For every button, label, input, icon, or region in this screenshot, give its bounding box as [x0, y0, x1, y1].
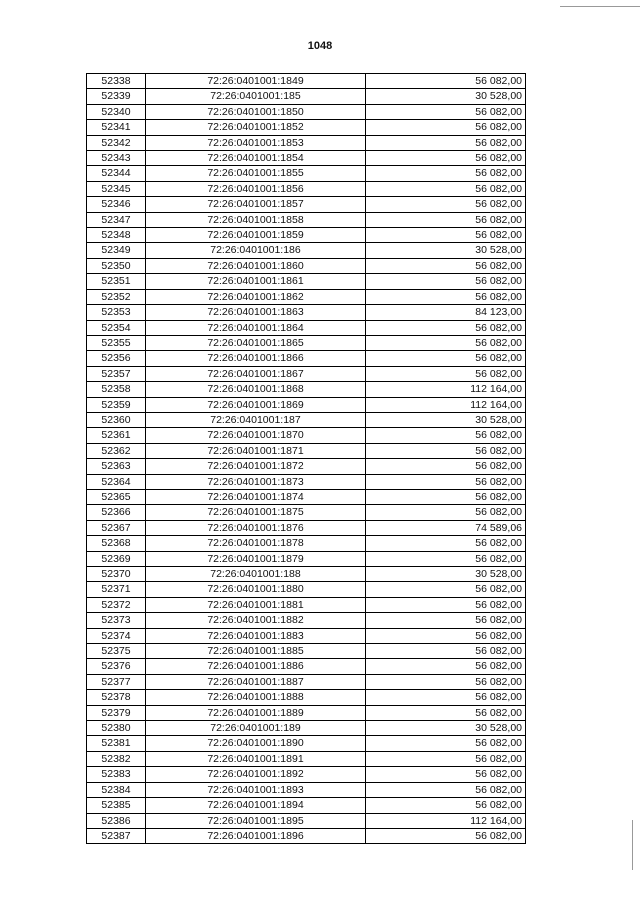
cadastral-number-cell: 72:26:0401001:1850 — [146, 104, 366, 119]
value-cell: 56 082,00 — [366, 289, 526, 304]
value-cell: 56 082,00 — [366, 613, 526, 628]
row-number-cell: 52362 — [87, 443, 146, 458]
table-row — [87, 520, 526, 535]
value-cell: 112 164,00 — [366, 382, 526, 397]
row-number-cell: 52339 — [87, 89, 146, 104]
cadastral-number-cell: 72:26:0401001:1894 — [146, 798, 366, 813]
row-number-cell: 52360 — [87, 412, 146, 427]
value-cell: 56 082,00 — [366, 551, 526, 566]
registry-table-body — [87, 74, 526, 844]
value-cell: 56 082,00 — [366, 104, 526, 119]
cadastral-number-cell: 72:26:0401001:1863 — [146, 305, 366, 320]
row-number-cell: 52384 — [87, 782, 146, 797]
table-row — [87, 320, 526, 335]
table-row — [87, 228, 526, 243]
row-number-cell: 52364 — [87, 474, 146, 489]
table-row — [87, 243, 526, 258]
table-row — [87, 659, 526, 674]
value-cell: 56 082,00 — [366, 597, 526, 612]
cadastral-number-cell: 72:26:0401001:1862 — [146, 289, 366, 304]
value-cell: 56 082,00 — [366, 166, 526, 181]
table-row — [87, 135, 526, 150]
row-number-cell: 52361 — [87, 428, 146, 443]
row-number-cell: 52385 — [87, 798, 146, 813]
cadastral-number-cell: 72:26:0401001:1882 — [146, 613, 366, 628]
table-row — [87, 828, 526, 843]
value-cell: 56 082,00 — [366, 474, 526, 489]
table-row — [87, 751, 526, 766]
row-number-cell: 52359 — [87, 397, 146, 412]
table-row — [87, 690, 526, 705]
cadastral-number-cell: 72:26:0401001:1859 — [146, 228, 366, 243]
row-number-cell: 52368 — [87, 536, 146, 551]
table-row — [87, 798, 526, 813]
cadastral-number-cell: 72:26:0401001:1879 — [146, 551, 366, 566]
table-row — [87, 567, 526, 582]
table-row — [87, 166, 526, 181]
table-row — [87, 428, 526, 443]
value-cell: 56 082,00 — [366, 582, 526, 597]
row-number-cell: 52346 — [87, 197, 146, 212]
row-number-cell: 52357 — [87, 366, 146, 381]
cadastral-number-cell: 72:26:0401001:1883 — [146, 628, 366, 643]
row-number-cell: 52373 — [87, 613, 146, 628]
table-row — [87, 782, 526, 797]
value-cell: 56 082,00 — [366, 351, 526, 366]
row-number-cell: 52355 — [87, 335, 146, 350]
row-number-cell: 52338 — [87, 74, 146, 89]
cadastral-number-cell: 72:26:0401001:185 — [146, 89, 366, 104]
row-number-cell: 52358 — [87, 382, 146, 397]
row-number-cell: 52374 — [87, 628, 146, 643]
value-cell: 56 082,00 — [366, 690, 526, 705]
value-cell: 56 082,00 — [366, 228, 526, 243]
value-cell: 56 082,00 — [366, 197, 526, 212]
cadastral-number-cell: 72:26:0401001:186 — [146, 243, 366, 258]
value-cell: 56 082,00 — [366, 459, 526, 474]
row-number-cell: 52370 — [87, 567, 146, 582]
row-number-cell: 52348 — [87, 228, 146, 243]
row-number-cell: 52341 — [87, 120, 146, 135]
value-cell: 56 082,00 — [366, 120, 526, 135]
row-number-cell: 52353 — [87, 305, 146, 320]
cadastral-number-cell: 72:26:0401001:189 — [146, 721, 366, 736]
value-cell: 30 528,00 — [366, 243, 526, 258]
table-row — [87, 104, 526, 119]
cadastral-number-cell: 72:26:0401001:1871 — [146, 443, 366, 458]
value-cell: 56 082,00 — [366, 320, 526, 335]
table-row — [87, 366, 526, 381]
table-row — [87, 181, 526, 196]
table-row — [87, 721, 526, 736]
cadastral-number-cell: 72:26:0401001:1876 — [146, 520, 366, 535]
table-row — [87, 628, 526, 643]
table-row — [87, 89, 526, 104]
cadastral-number-cell: 72:26:0401001:1895 — [146, 813, 366, 828]
scan-edge-line — [632, 820, 633, 870]
cadastral-number-cell: 72:26:0401001:1872 — [146, 459, 366, 474]
value-cell: 56 082,00 — [366, 828, 526, 843]
table-row — [87, 536, 526, 551]
value-cell: 56 082,00 — [366, 489, 526, 504]
cadastral-number-cell: 72:26:0401001:1878 — [146, 536, 366, 551]
row-number-cell: 52345 — [87, 181, 146, 196]
cadastral-number-cell: 72:26:0401001:1857 — [146, 197, 366, 212]
cadastral-number-cell: 72:26:0401001:1873 — [146, 474, 366, 489]
cadastral-number-cell: 72:26:0401001:1855 — [146, 166, 366, 181]
row-number-cell: 52387 — [87, 828, 146, 843]
cadastral-number-cell: 72:26:0401001:1868 — [146, 382, 366, 397]
registry-table — [86, 73, 526, 844]
table-row — [87, 505, 526, 520]
row-number-cell: 52386 — [87, 813, 146, 828]
table-row — [87, 397, 526, 412]
value-cell: 74 589,06 — [366, 520, 526, 535]
table-row — [87, 813, 526, 828]
cadastral-number-cell: 72:26:0401001:1865 — [146, 335, 366, 350]
cadastral-number-cell: 72:26:0401001:1849 — [146, 74, 366, 89]
value-cell: 56 082,00 — [366, 644, 526, 659]
cadastral-number-cell: 72:26:0401001:1881 — [146, 597, 366, 612]
cadastral-number-cell: 72:26:0401001:1867 — [146, 366, 366, 381]
cadastral-number-cell: 72:26:0401001:1885 — [146, 644, 366, 659]
cadastral-number-cell: 72:26:0401001:1858 — [146, 212, 366, 227]
table-row — [87, 736, 526, 751]
row-number-cell: 52376 — [87, 659, 146, 674]
row-number-cell: 52363 — [87, 459, 146, 474]
row-number-cell: 52343 — [87, 151, 146, 166]
cadastral-number-cell: 72:26:0401001:1888 — [146, 690, 366, 705]
table-row — [87, 305, 526, 320]
row-number-cell: 52354 — [87, 320, 146, 335]
row-number-cell: 52344 — [87, 166, 146, 181]
table-row — [87, 551, 526, 566]
row-number-cell: 52378 — [87, 690, 146, 705]
row-number-cell: 52380 — [87, 721, 146, 736]
row-number-cell: 52340 — [87, 104, 146, 119]
value-cell: 56 082,00 — [366, 181, 526, 196]
value-cell: 56 082,00 — [366, 135, 526, 150]
table-row — [87, 459, 526, 474]
table-row — [87, 412, 526, 427]
value-cell: 30 528,00 — [366, 412, 526, 427]
table-row — [87, 335, 526, 350]
table-row — [87, 274, 526, 289]
value-cell: 30 528,00 — [366, 567, 526, 582]
value-cell: 56 082,00 — [366, 258, 526, 273]
value-cell: 56 082,00 — [366, 151, 526, 166]
table-row — [87, 443, 526, 458]
table-row — [87, 120, 526, 135]
value-cell: 56 082,00 — [366, 736, 526, 751]
cadastral-number-cell: 72:26:0401001:1891 — [146, 751, 366, 766]
cadastral-number-cell: 72:26:0401001:1853 — [146, 135, 366, 150]
value-cell: 30 528,00 — [366, 721, 526, 736]
row-number-cell: 52347 — [87, 212, 146, 227]
value-cell: 56 082,00 — [366, 628, 526, 643]
table-row — [87, 289, 526, 304]
value-cell: 56 082,00 — [366, 659, 526, 674]
cadastral-number-cell: 72:26:0401001:1870 — [146, 428, 366, 443]
cadastral-number-cell: 72:26:0401001:1866 — [146, 351, 366, 366]
cadastral-number-cell: 72:26:0401001:1880 — [146, 582, 366, 597]
value-cell: 56 082,00 — [366, 782, 526, 797]
cadastral-number-cell: 72:26:0401001:188 — [146, 567, 366, 582]
row-number-cell: 52382 — [87, 751, 146, 766]
cadastral-number-cell: 72:26:0401001:1860 — [146, 258, 366, 273]
value-cell: 56 082,00 — [366, 767, 526, 782]
row-number-cell: 52379 — [87, 705, 146, 720]
table-row — [87, 258, 526, 273]
table-row — [87, 351, 526, 366]
row-number-cell: 52365 — [87, 489, 146, 504]
value-cell: 56 082,00 — [366, 674, 526, 689]
value-cell: 56 082,00 — [366, 274, 526, 289]
row-number-cell: 52349 — [87, 243, 146, 258]
table-row — [87, 382, 526, 397]
cadastral-number-cell: 72:26:0401001:1854 — [146, 151, 366, 166]
table-row — [87, 151, 526, 166]
row-number-cell: 52383 — [87, 767, 146, 782]
cadastral-number-cell: 72:26:0401001:1874 — [146, 489, 366, 504]
table-row — [87, 489, 526, 504]
row-number-cell: 52375 — [87, 644, 146, 659]
value-cell: 56 082,00 — [366, 751, 526, 766]
value-cell: 56 082,00 — [366, 366, 526, 381]
table-row — [87, 767, 526, 782]
table-row — [87, 613, 526, 628]
table-row — [87, 582, 526, 597]
value-cell: 30 528,00 — [366, 89, 526, 104]
table-row — [87, 474, 526, 489]
table-row — [87, 212, 526, 227]
cadastral-number-cell: 72:26:0401001:1861 — [146, 274, 366, 289]
table-row — [87, 197, 526, 212]
cadastral-number-cell: 72:26:0401001:1896 — [146, 828, 366, 843]
value-cell: 112 164,00 — [366, 813, 526, 828]
value-cell: 56 082,00 — [366, 505, 526, 520]
row-number-cell: 52356 — [87, 351, 146, 366]
cadastral-number-cell: 72:26:0401001:1869 — [146, 397, 366, 412]
row-number-cell: 52371 — [87, 582, 146, 597]
cadastral-number-cell: 72:26:0401001:1852 — [146, 120, 366, 135]
value-cell: 56 082,00 — [366, 443, 526, 458]
value-cell: 84 123,00 — [366, 305, 526, 320]
cadastral-number-cell: 72:26:0401001:187 — [146, 412, 366, 427]
scan-edge-line — [560, 6, 640, 7]
row-number-cell: 52351 — [87, 274, 146, 289]
cadastral-number-cell: 72:26:0401001:1856 — [146, 181, 366, 196]
page-number: 1048 — [307, 40, 333, 52]
table-row — [87, 74, 526, 89]
table-row — [87, 597, 526, 612]
row-number-cell: 52366 — [87, 505, 146, 520]
table-row — [87, 644, 526, 659]
row-number-cell: 52369 — [87, 551, 146, 566]
value-cell: 56 082,00 — [366, 335, 526, 350]
cadastral-number-cell: 72:26:0401001:1889 — [146, 705, 366, 720]
cadastral-number-cell: 72:26:0401001:1892 — [146, 767, 366, 782]
cadastral-number-cell: 72:26:0401001:1864 — [146, 320, 366, 335]
value-cell: 56 082,00 — [366, 428, 526, 443]
table-row — [87, 705, 526, 720]
value-cell: 56 082,00 — [366, 798, 526, 813]
row-number-cell: 52367 — [87, 520, 146, 535]
cadastral-number-cell: 72:26:0401001:1893 — [146, 782, 366, 797]
cadastral-number-cell: 72:26:0401001:1875 — [146, 505, 366, 520]
value-cell: 56 082,00 — [366, 536, 526, 551]
row-number-cell: 52372 — [87, 597, 146, 612]
cadastral-number-cell: 72:26:0401001:1887 — [146, 674, 366, 689]
row-number-cell: 52350 — [87, 258, 146, 273]
value-cell: 112 164,00 — [366, 397, 526, 412]
table-row — [87, 674, 526, 689]
row-number-cell: 52342 — [87, 135, 146, 150]
row-number-cell: 52381 — [87, 736, 146, 751]
cadastral-number-cell: 72:26:0401001:1890 — [146, 736, 366, 751]
row-number-cell: 52377 — [87, 674, 146, 689]
value-cell: 56 082,00 — [366, 705, 526, 720]
cadastral-number-cell: 72:26:0401001:1886 — [146, 659, 366, 674]
value-cell: 56 082,00 — [366, 212, 526, 227]
row-number-cell: 52352 — [87, 289, 146, 304]
value-cell: 56 082,00 — [366, 74, 526, 89]
